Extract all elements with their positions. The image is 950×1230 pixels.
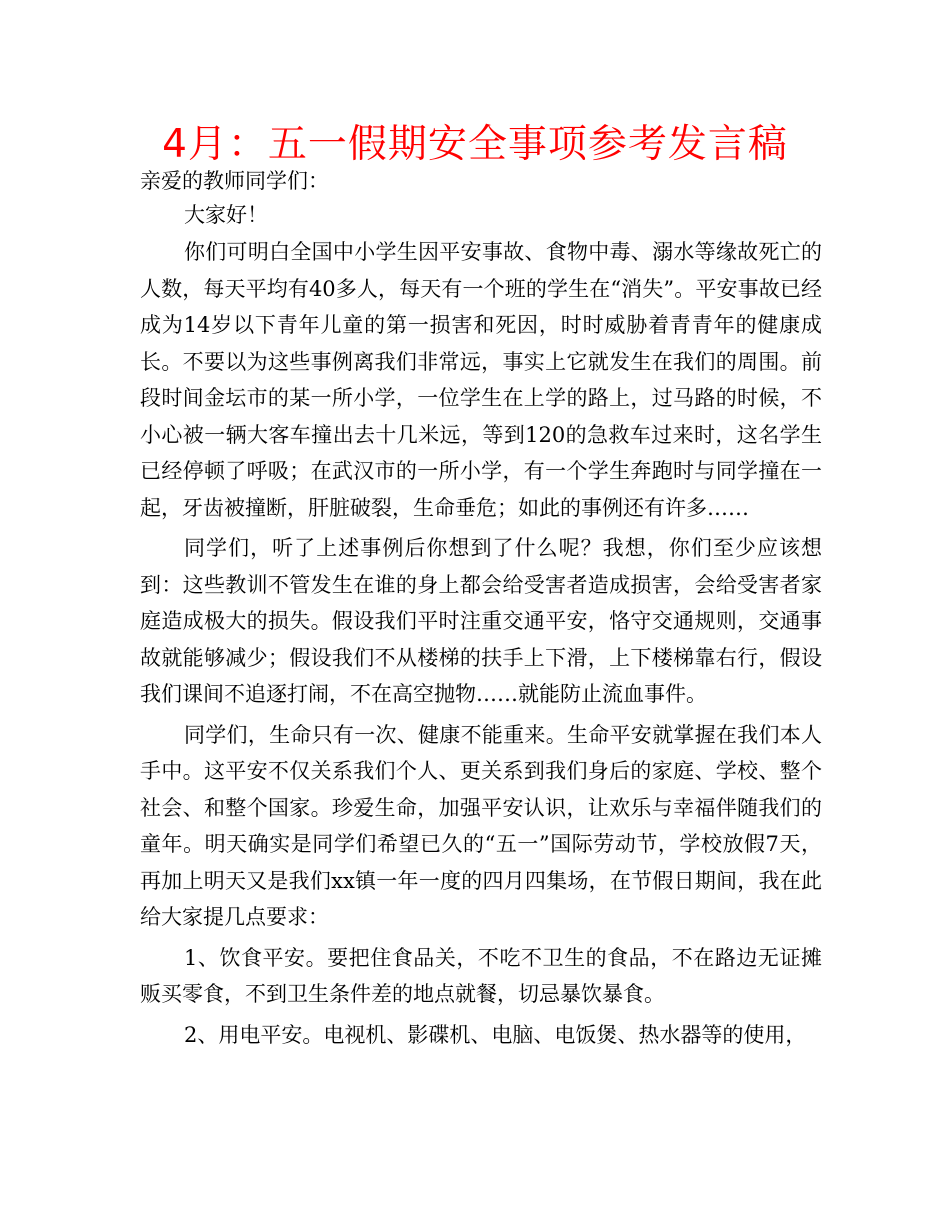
document-title: 4月：五一假期安全事项参考发言稿: [162, 122, 788, 167]
greeting: 大家好！: [184, 203, 268, 227]
paragraph-statistics: 你们可明白全国中小学生因平安事故、食物中毒、溺水等缘故死亡的人数，每天平均有40多人，每天有一个班的学生在“消失”。平安事故已经成为14岁以下青年儿童的第一损害和死因，时时威胁着青青年的健康成长。不要以为这些事例离我们非常远，事实上它就发生在我们的周围。前段时间金坛市的某一所小学，一位学生在上学的路上，过马路的时候，不小心被一辆大客车撞出去十几米远，等到120的急救车过来时，这名学生已经停顿了呼吸；在武汉市的一所小学，有一个学生奔跑时与同学撞在一起，牙齿被撞断，肝脏破裂，生命垂危；如此的事例还有许多……: [140, 240, 822, 520]
paragraph-food-safety: 1、饮食平安。要把住食品关，不吃不卫生的食品，不在路边无证摊贩买零食，不到卫生条件差的地点就餐，切忌暴饮暴食。: [140, 945, 822, 1006]
document-body: [140, 166, 822, 1053]
paragraph-electric-safety: 2、用电平安。电视机、影碟机、电脑、电饭煲、热水器等的使用，: [184, 1022, 807, 1047]
paragraph-holiday-notice: 同学们，生命只有一次、健康不能重来。生命平安就掌握在我们本人手中。这平安不仅关系我们个人、更关系到我们身后的家庭、学校、整个社会、和整个国家。珍爱生命，加强平安认识，让欢乐与幸福伴随我们的童年。明天确实是同学们希望已久的“五一”国际劳动节，学校放假7天，再加上明天又是我们xx镇一年一度的四月四集场，在节假日期间，我在此给大家提几点要求：: [140, 722, 822, 929]
salutation: 亲爱的教师同学们：: [140, 169, 329, 193]
paragraph-reflection: 同学们，听了上述事例后你想到了什么呢？我想，你们至少应该想到：这些教训不管发生在谁的身上都会给受害者造成损害，会给受害者家庭造成极大的损失。假设我们平时注重交通平安，恪守交通规则，交通事故就能够减少；假设我们不从楼梯的扶手上下滑，上下楼梯靠右行，假设我们课间不追逐打闹，不在高空抛物……就能防止流血事件。: [140, 536, 822, 706]
